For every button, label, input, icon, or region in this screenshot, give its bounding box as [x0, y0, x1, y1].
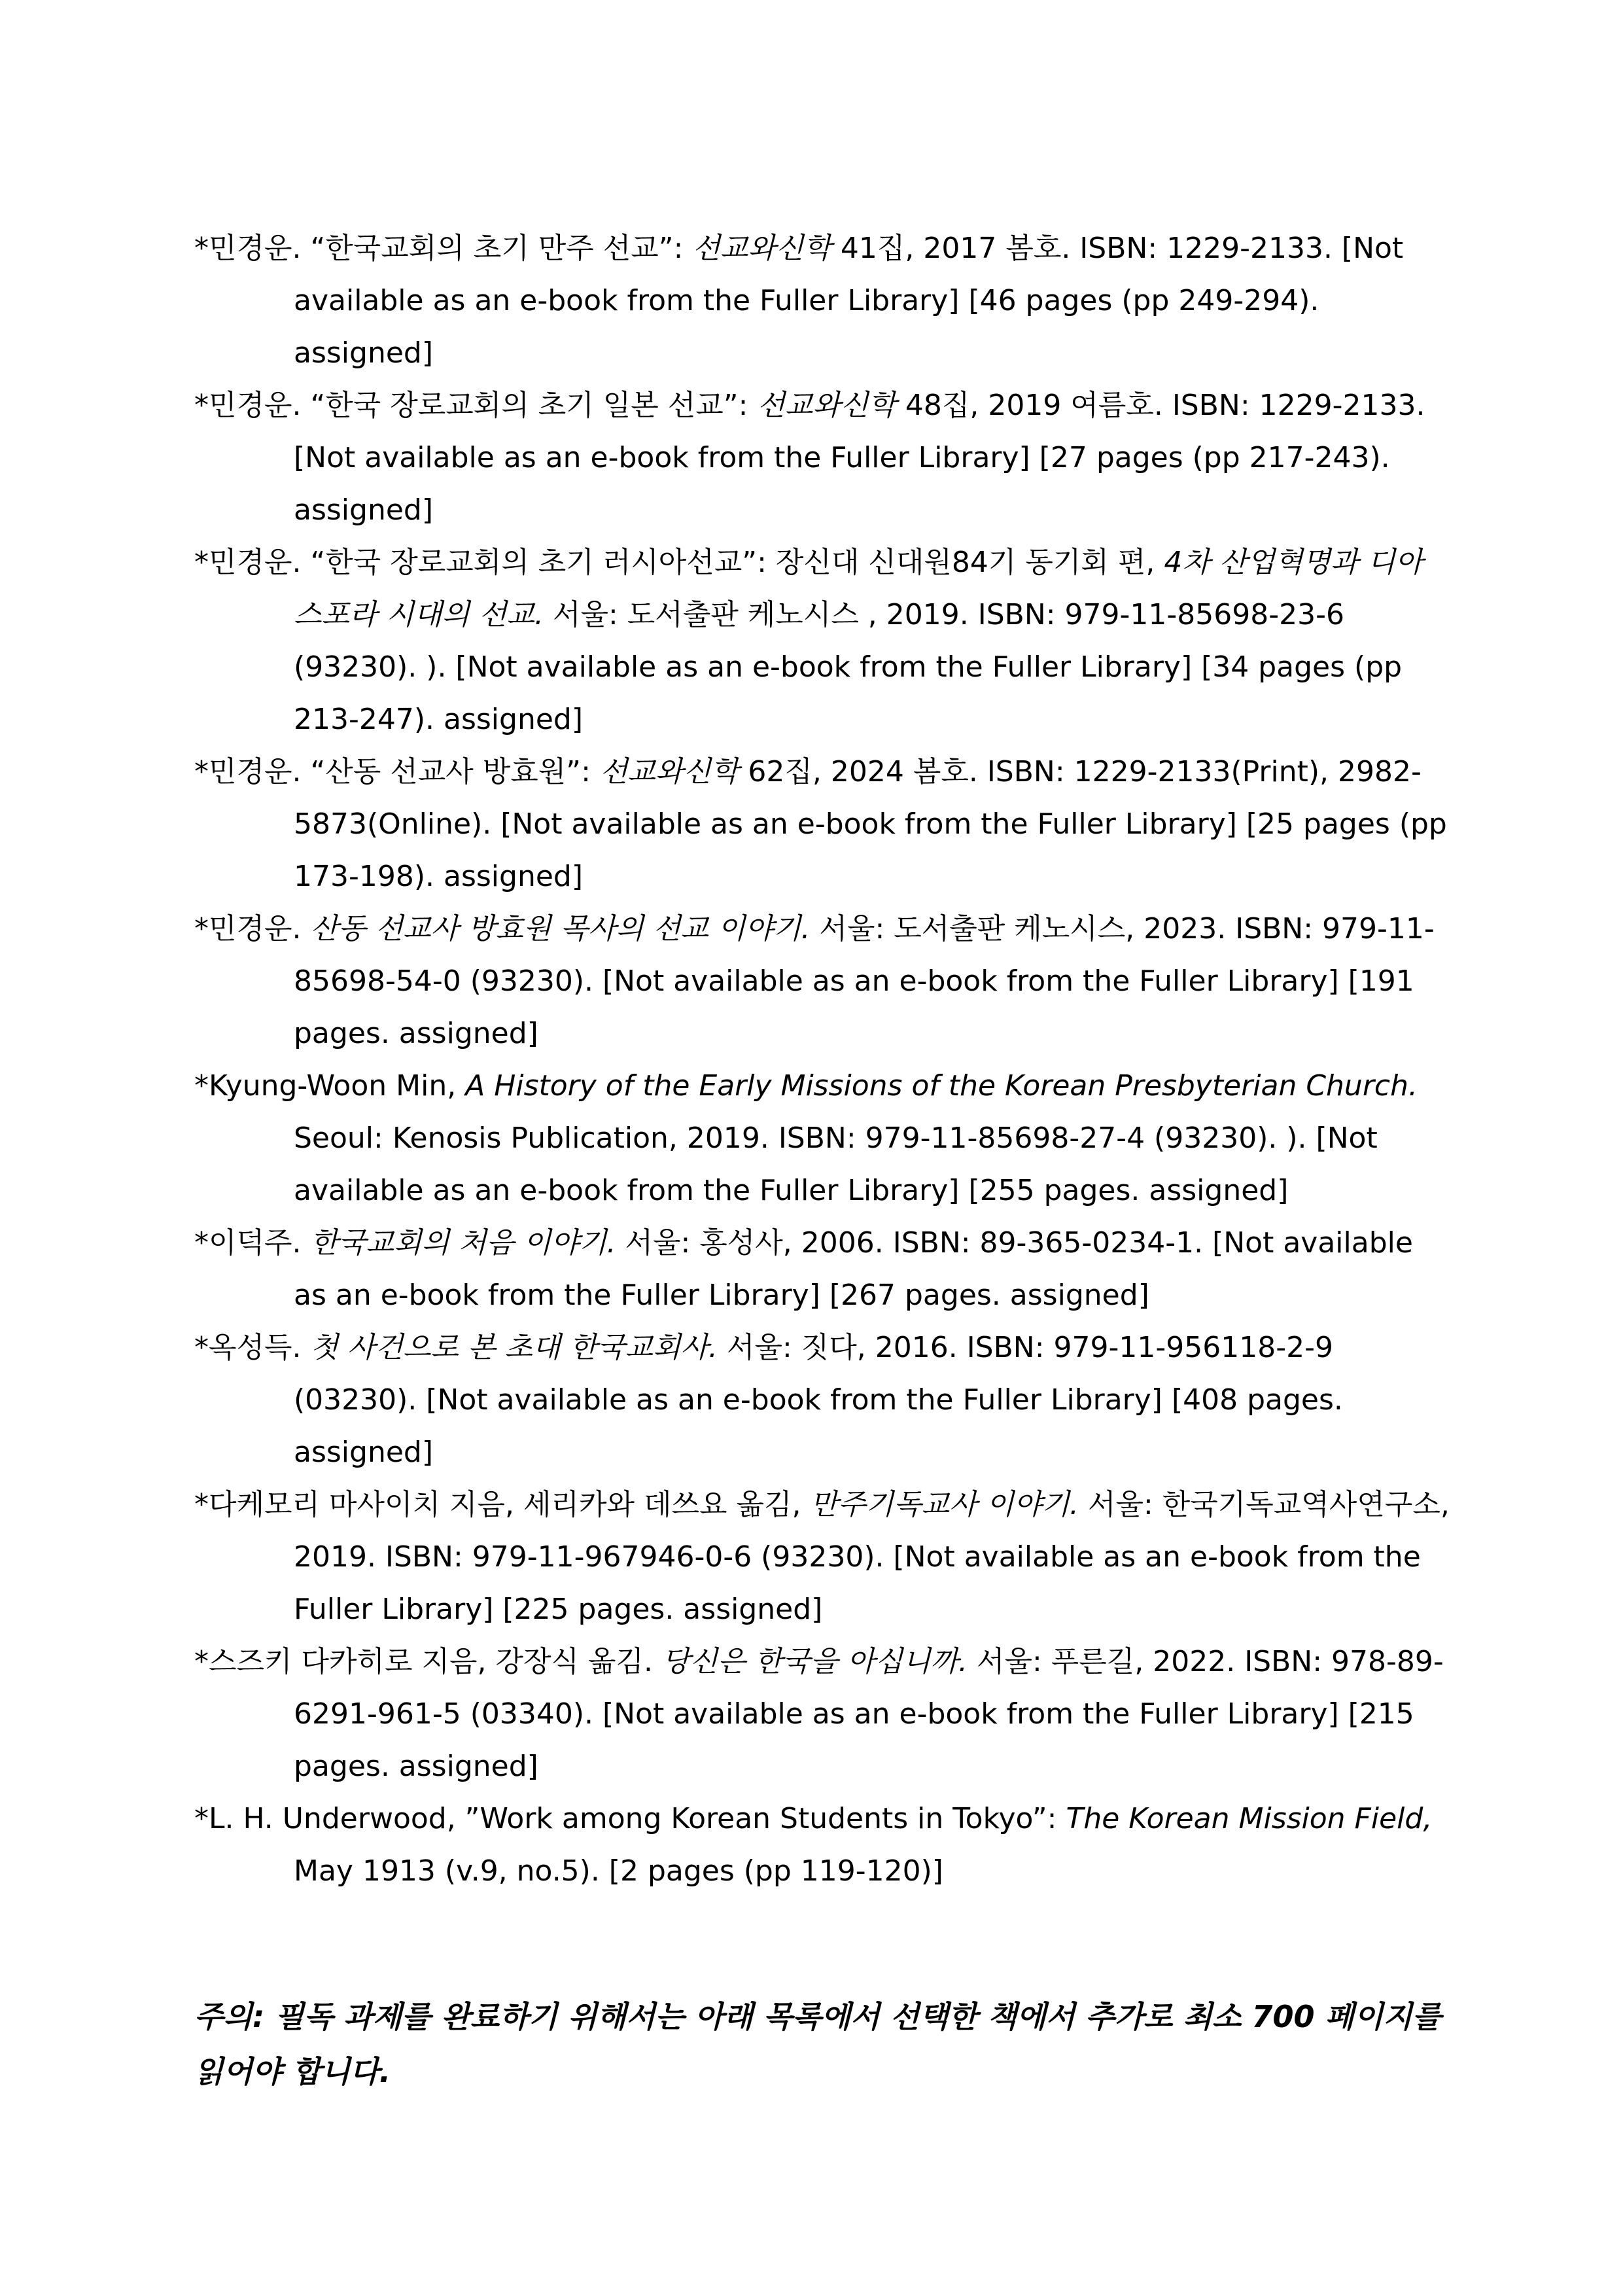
entry-title: A History of the Early Missions of the Korean Presbyterian Church. [465, 1069, 1418, 1103]
entry-text: *이덕주. [194, 1226, 311, 1260]
entry-text: *L. H. Underwood, ”Work among Korean Students in Tokyo”: [194, 1802, 1066, 1835]
entry-text: 서울: 푸른길, 2022. ISBN: 978-89-6291-961-5 (03340). [Not available as an e-book from the Fuller Library] [215 pages. assigned] [294, 1645, 1444, 1783]
reading-list-item [194, 903, 1450, 1060]
entry-title: 한국교회의 처음 이야기. [310, 1226, 616, 1260]
entry-text: 서울: 홍성사, 2006. ISBN: 89-365-0234-1. [Not available as an e-book from the Fuller Library] [267 pages. assigned] [294, 1226, 1413, 1312]
entry-text: *민경운. “한국 장로교회의 초기 일본 선교”: [194, 389, 758, 422]
entry-text: *다케모리 마사이치 지음, 세리카와 데쓰요 옮김, [194, 1488, 811, 1521]
entry-title: 만주기독교사 이야기. [810, 1488, 1079, 1521]
reading-list-item [194, 1636, 1450, 1793]
assignment-note: 주의: 필독 과제를 완료하기 위해서는 아래 목록에서 선택한 책에서 추가로 최소 700 페이지를 읽어야 합니다. [194, 1999, 1442, 2089]
entry-text: 서울: 한국기독교역사연구소, 2019. ISBN: 979-11-967946-0-6 (93230). [Not available as an e-book from the Fuller Library] [225 pages. assigned] [294, 1488, 1450, 1626]
entry-text: *민경운. “한국교회의 초기 만주 선교”: [194, 232, 693, 265]
entry-text: *민경운. “산동 선교사 방효원”: [194, 755, 600, 788]
reading-list-item [194, 1793, 1450, 1898]
entry-text: *옥성득. [194, 1331, 311, 1364]
entry-text: 62집, 2024 봄호. ISBN: 1229-2133(Print), 2982-5873(Online). [Not available as an e-book from the Fuller Library] [25 pages (pp 173-198). assigned] [294, 755, 1447, 893]
reading-list-item [194, 1322, 1450, 1479]
entry-text: May 1913 (v.9, no.5). [2 pages (pp 119-120)] [294, 1854, 943, 1888]
reading-list-item [194, 537, 1450, 746]
reading-list [194, 222, 1450, 1898]
entry-text: *민경운. “한국 장로교회의 초기 러시아선교”: 장신대 신대원84기 동기회 편, [194, 546, 1164, 579]
entry-title: The Korean Mission Field, [1066, 1802, 1433, 1835]
reading-list-item [194, 1217, 1450, 1322]
reading-list-item [194, 380, 1450, 537]
reading-list-item [194, 1060, 1450, 1217]
entry-title: 산동 선교사 방효원 목사의 선교 이야기. [310, 912, 811, 945]
reading-list-item [194, 222, 1450, 380]
entry-text: 서울: 도서출판 케노시스 , 2019. ISBN: 979-11-85698-23-6 (93230). ). [Not available as an e-book from the Fuller Library] [34 pages (pp 213-247). assigned] [294, 598, 1403, 736]
entry-title: 당신은 한국을 아십니까. [661, 1645, 968, 1678]
entry-title: 4차 산업혁명과 디아스포라 시대의 선교. [294, 546, 1423, 631]
entry-title: 첫 사건으로 본 초대 한국교회사. [310, 1331, 718, 1364]
entry-text: 48집, 2019 여름호. ISBN: 1229-2133. [Not available as an e-book from the Fuller Library] [27 pages (pp 217-243). assigned] [294, 389, 1425, 527]
document-page [194, 222, 1450, 2129]
entry-text: 서울: 짓다, 2016. ISBN: 979-11-956118-2-9 (03230). [Not available as an e-book from the Fuller Library] [408 pages. assigned] [294, 1331, 1343, 1469]
entry-title: 선교와신학 [599, 755, 739, 788]
reading-list-item [194, 746, 1450, 903]
entry-text: *스즈키 다카히로 지음, 강장식 옮김. [194, 1645, 662, 1678]
entry-text: 서울: 도서출판 케노시스, 2023. ISBN: 979-11-85698-54-0 (93230). [Not available as an e-book from the Fuller Library] [191 pages. assigned] [294, 912, 1435, 1050]
entry-text: 41집, 2017 봄호. ISBN: 1229-2133. [Not available as an e-book from the Fuller Library] [46 pages (pp 249-294). assigned] [294, 232, 1404, 370]
reading-list-item [194, 1479, 1450, 1636]
entry-text: Seoul: Kenosis Publication, 2019. ISBN: 979-11-85698-27-4 (93230). ). [Not available as an e-book from the Fuller Library] [255 pages. assigned] [294, 1122, 1378, 1207]
entry-title: 선교와신학 [692, 232, 831, 265]
entry-title: 선교와신학 [757, 389, 896, 422]
entry-text: *Kyung-Woon Min, [194, 1069, 466, 1103]
entry-text: *민경운. [194, 912, 311, 945]
